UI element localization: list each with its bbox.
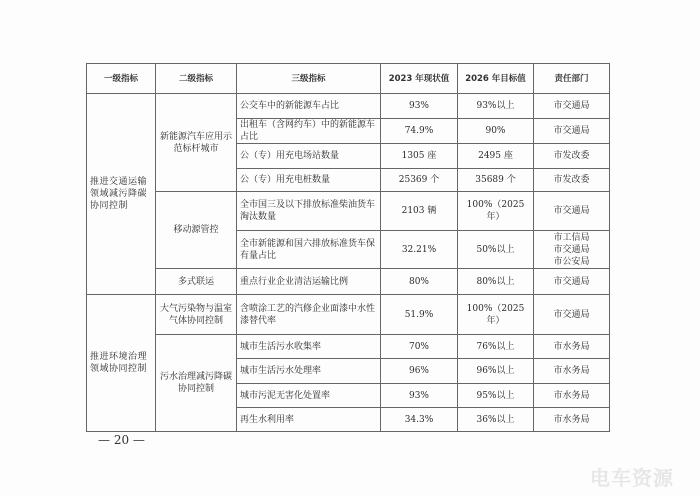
level3-cell: 全市新能源和国六排放标准货车保有量占比 xyxy=(237,231,381,269)
level1-cell: 推进交通运输领域减污降碳协同控制 xyxy=(87,94,156,295)
watermark-logo: 电车资源 xyxy=(590,466,674,490)
target-value-cell: 96%以上 xyxy=(458,359,534,384)
current-value-cell: 70% xyxy=(381,335,458,359)
target-value-cell: 76%以上 xyxy=(458,335,534,359)
level3-cell: 含喷涂工艺的汽修企业面漆中水性漆替代率 xyxy=(237,295,381,335)
indicator-table xyxy=(86,63,610,432)
table-row xyxy=(87,335,610,359)
dept-name: 市工信局 xyxy=(553,232,590,243)
level3-cell: 全市国三及以下排放标准柴油货车淘汰数量 xyxy=(237,192,381,231)
level3-cell: 重点行业企业清洁运输比例 xyxy=(237,269,381,295)
dept-name: 市公安局 xyxy=(553,256,590,267)
dept-cell: 市发改委 xyxy=(534,169,610,192)
target-value-cell: 35689 个 xyxy=(458,169,534,192)
dept-cell: 市交通局 xyxy=(534,192,610,231)
current-value-cell: 93% xyxy=(381,94,458,119)
target-value-cell: 80%以上 xyxy=(458,269,534,295)
dept-cell: 市水务局 xyxy=(534,359,610,384)
current-value-cell: 1305 座 xyxy=(381,144,458,169)
target-value-cell: 2495 座 xyxy=(458,144,534,169)
current-value-cell: 80% xyxy=(381,269,458,295)
dept-name: 市交通局 xyxy=(553,244,590,255)
level3-cell: 公交车中的新能源车占比 xyxy=(237,94,381,119)
table-header-row xyxy=(87,64,610,94)
dept-cell xyxy=(534,231,610,269)
level2-cell: 移动源管控 xyxy=(156,192,237,269)
table-row xyxy=(87,269,610,295)
level1-cell: 推进环境治理领域协同控制 xyxy=(87,295,156,432)
header-target-2026: 2026 年目标值 xyxy=(458,64,534,94)
level3-cell: 城市生活污水收集率 xyxy=(237,335,381,359)
target-value-cell: 90% xyxy=(458,119,534,144)
level3-cell: 再生水利用率 xyxy=(237,408,381,432)
level3-cell: 公（专）用充电桩数量 xyxy=(237,169,381,192)
level2-cell: 污水治理减污降碳协同控制 xyxy=(156,335,237,432)
level2-cell: 多式联运 xyxy=(156,269,237,295)
level2-cell: 大气污染物与温室气体协同控制 xyxy=(156,295,237,335)
current-value-cell: 93% xyxy=(381,384,458,408)
target-value-cell: 100%（2025 年） xyxy=(458,192,534,231)
dept-cell: 市发改委 xyxy=(534,144,610,169)
header-level2: 二级指标 xyxy=(156,64,237,94)
header-level1: 一级指标 xyxy=(87,64,156,94)
level2-cell: 新能源汽车应用示范标杆城市 xyxy=(156,94,237,192)
dept-cell: 市交通局 xyxy=(534,94,610,119)
table-row xyxy=(87,192,610,231)
header-dept: 责任部门 xyxy=(534,64,610,94)
current-value-cell: 2103 辆 xyxy=(381,192,458,231)
current-value-cell: 34.3% xyxy=(381,408,458,432)
level3-cell: 公（专）用充电场站数量 xyxy=(237,144,381,169)
header-level3: 三级指标 xyxy=(237,64,381,94)
target-value-cell: 100%（2025 年） xyxy=(458,295,534,335)
target-value-cell: 95%以上 xyxy=(458,384,534,408)
current-value-cell: 96% xyxy=(381,359,458,384)
dept-cell: 市交通局 xyxy=(534,119,610,144)
target-value-cell: 93%以上 xyxy=(458,94,534,119)
table-row xyxy=(87,94,610,119)
target-value-cell: 50%以上 xyxy=(458,231,534,269)
table-row xyxy=(87,295,610,335)
page-number: — 20 — xyxy=(98,433,145,447)
header-current-2023: 2023 年现状值 xyxy=(381,64,458,94)
current-value-cell: 32.21% xyxy=(381,231,458,269)
dept-cell: 市水务局 xyxy=(534,408,610,432)
current-value-cell: 51.9% xyxy=(381,295,458,335)
current-value-cell: 25369 个 xyxy=(381,169,458,192)
dept-cell: 市水务局 xyxy=(534,335,610,359)
dept-cell: 市交通局 xyxy=(534,295,610,335)
target-value-cell: 36%以上 xyxy=(458,408,534,432)
level3-cell: 出租车（含网约车）中的新能源车占比 xyxy=(237,119,381,144)
current-value-cell: 74.9% xyxy=(381,119,458,144)
dept-cell: 市交通局 xyxy=(534,269,610,295)
level3-cell: 城市生活污水处理率 xyxy=(237,359,381,384)
dept-cell: 市水务局 xyxy=(534,384,610,408)
level3-cell: 城市污泥无害化处置率 xyxy=(237,384,381,408)
